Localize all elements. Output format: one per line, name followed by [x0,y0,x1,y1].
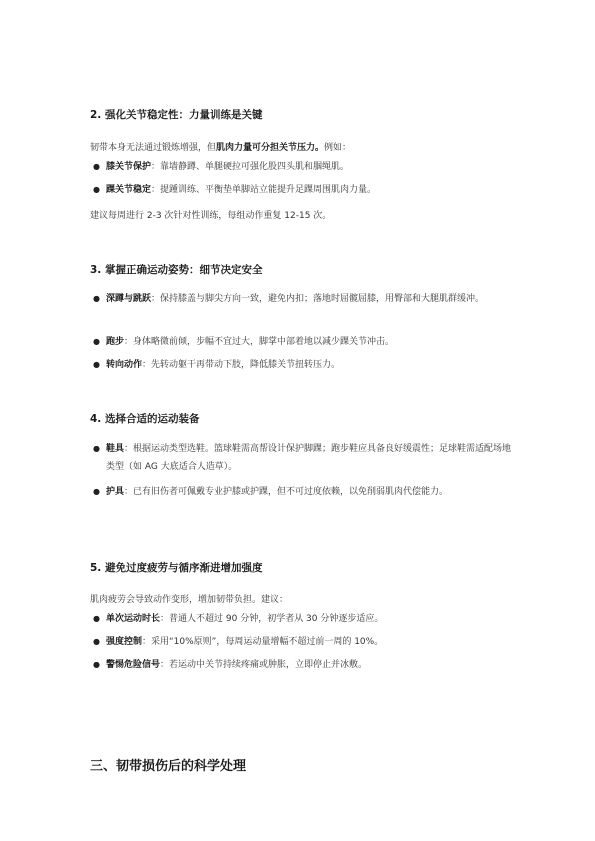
list-item [93,356,513,374]
list-item [93,656,513,674]
item-text: ：身体略微前倾，步幅不宜过大，脚掌中部着地以减少踝关节冲击。 [124,337,395,347]
section-5-title: 5. 避免过度疲劳与循序渐进增加强度 [90,562,263,574]
list-item [93,181,513,199]
bullet-icon: ● [93,185,100,194]
item-text: ：保持膝盖与脚尖方向一致，避免内扣；落地时屈髋屈膝，用臀部和大腿肌群缓冲。 [151,294,485,304]
item-text: ：根据运动类型选鞋。篮球鞋需高帮设计保护脚踝；跑步鞋应具备良好缓震性；足球鞋需适配场地类型（如 AG 大底适合人造草）。 [106,444,512,472]
section-5-intro: 肌肉疲劳会导致动作变形，增加韧带负担。建议： [90,595,289,605]
bullet-icon: ● [93,337,100,346]
list-item [93,333,513,351]
list-item [93,290,513,308]
item-term: 膝关节保护 [106,162,152,172]
section-2-intro [90,140,351,153]
item-text: ：先转动躯干再带动下肢，降低膝关节扭转压力。 [142,360,341,370]
chapter-heading: 三、韧带损伤后的科学处理 [90,759,247,774]
list-item [93,440,513,476]
item-term: 踝关节稳定 [106,185,152,195]
bullet-icon: ● [93,614,100,623]
section-2-intro-tail: 例如： [324,143,352,153]
item-term: 深蹲与跳跃 [106,294,152,304]
section-2-intro-text: 韧带本身无法通过锻炼增强，但 [90,143,217,153]
section-3-title: 3. 掌握正确运动姿势：细节决定安全 [90,264,263,276]
bullet-icon: ● [93,294,100,303]
section-2-outro: 建议每周进行 2-3 次针对性训练，每组动作重复 12-15 次。 [90,211,332,221]
item-term: 强度控制 [106,637,143,647]
list-item [93,610,513,628]
item-term: 跑步 [106,337,125,347]
bullet-icon: ● [93,660,100,669]
list-item [93,483,513,501]
item-term: 鞋具 [106,444,125,454]
item-term: 护具 [106,487,125,497]
bullet-icon: ● [93,444,100,453]
item-text: ：若运动中关节持续疼痛或肿胀，立即停止并冰敷。 [160,660,368,670]
bullet-icon: ● [93,487,100,496]
bullet-icon: ● [93,360,100,369]
item-term: 转向动作 [106,360,143,370]
item-text: ：已有旧伤者可佩戴专业护膝或护踝，但不可过度依赖，以免削弱肌肉代偿能力。 [124,487,449,497]
list-item [93,158,513,176]
item-text: ：靠墙静蹲、单腿硬拉可强化股四头肌和腘绳肌。 [151,162,350,172]
section-4-title: 4. 选择合适的运动装备 [90,413,200,425]
item-term: 单次运动时长 [106,614,161,624]
item-text: ：采用“10%原则”，每周运动量增幅不超过前一周的 10%。 [142,637,384,647]
section-2-title: 2. 强化关节稳定性：力量训练是关键 [90,109,263,121]
bullet-icon: ● [93,637,100,646]
item-term: 警惕危险信号 [106,660,161,670]
bullet-icon: ● [93,162,100,171]
item-text: ：普通人不超过 90 分钟，初学者从 30 分钟逐步适应。 [160,614,384,624]
section-2-intro-bold: 肌肉力量可分担关节压力。 [216,143,325,153]
list-item [93,633,513,651]
item-text: ：提踵训练、平衡垫单脚站立能提升足踝周围肌肉力量。 [151,185,377,195]
